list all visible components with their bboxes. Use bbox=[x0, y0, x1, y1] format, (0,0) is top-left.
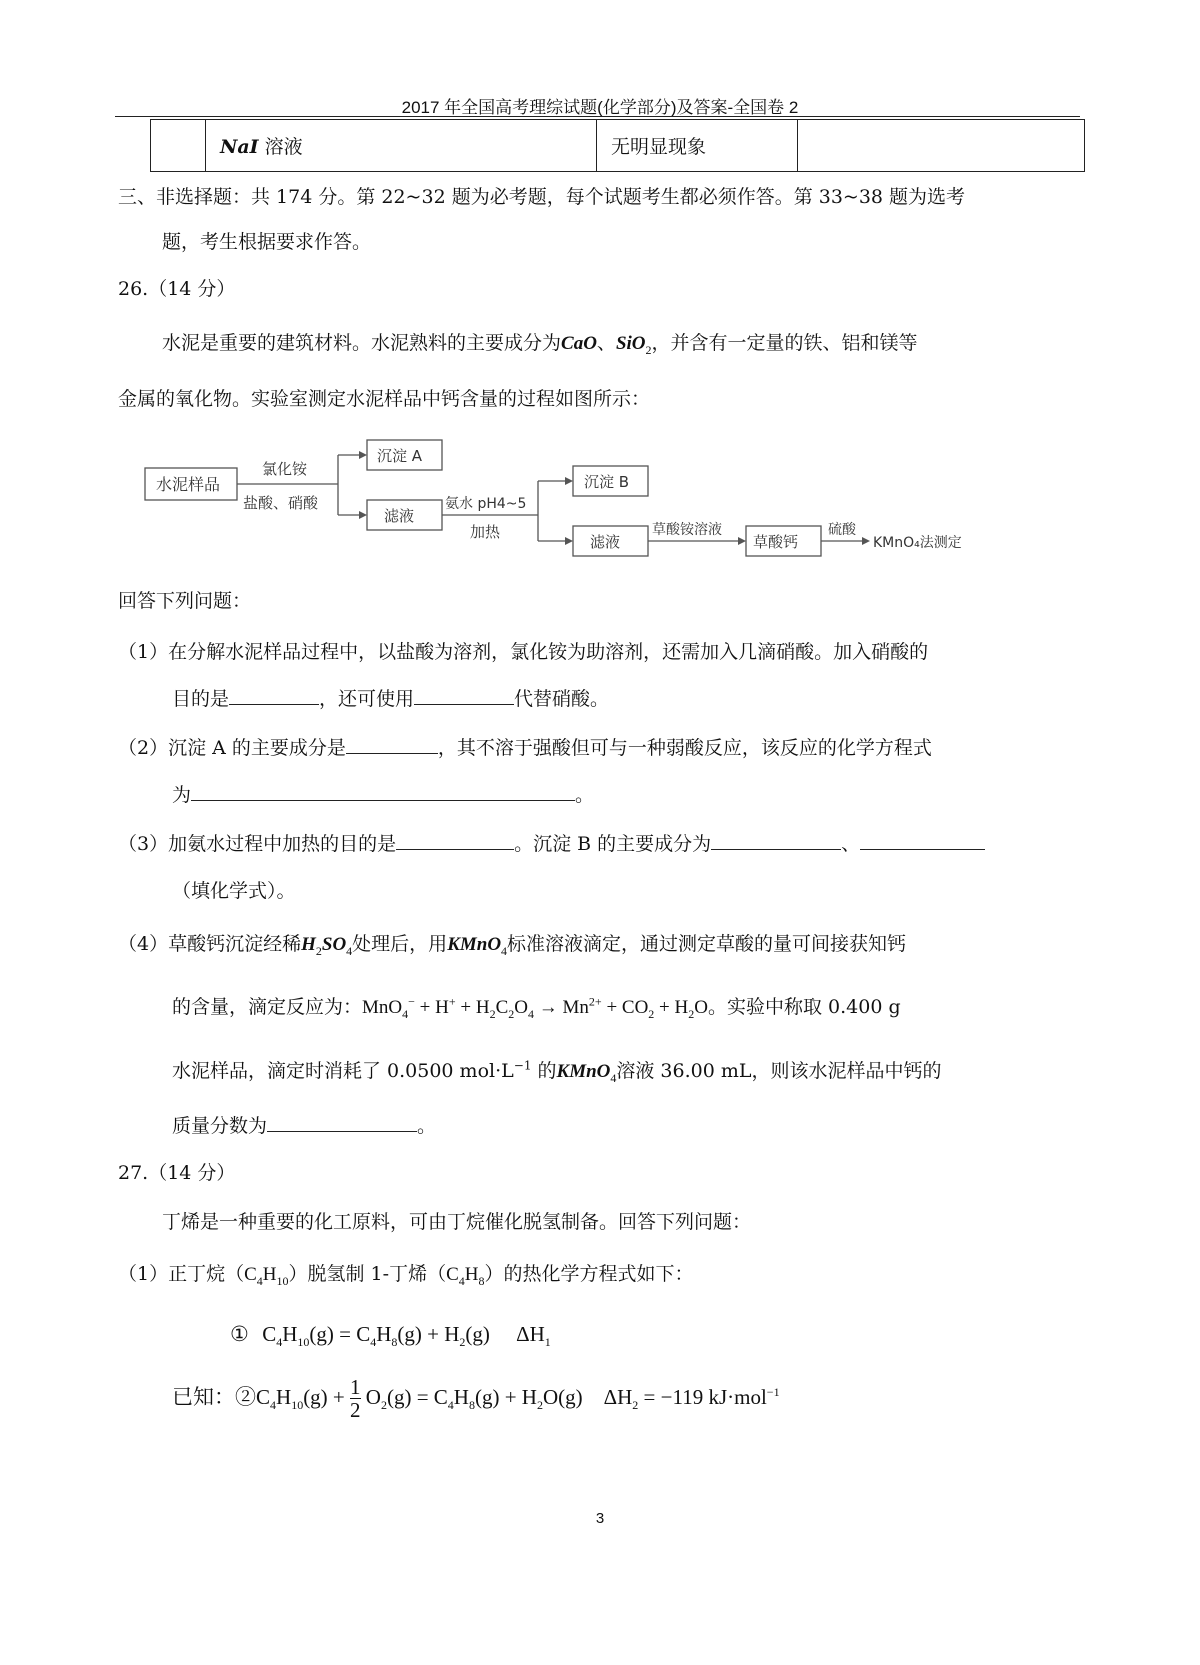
answer-blank[interactable] bbox=[229, 684, 319, 705]
flow-sample: 水泥样品 bbox=[156, 475, 221, 494]
reagent-formula: NaI bbox=[220, 136, 259, 158]
page-header: 2017 年全国高考理综试题(化学部分)及答案-全国卷 2 bbox=[401, 98, 799, 117]
answer-blank[interactable] bbox=[267, 1111, 417, 1132]
reagent-table bbox=[150, 119, 1085, 172]
answer-blank[interactable] bbox=[711, 829, 841, 850]
flow-final: KMnO₄法测定 bbox=[873, 535, 962, 551]
q27-heading: 27.（14 分） bbox=[118, 1162, 236, 1184]
q26-intro-line2: 金属的氧化物。实验室测定水泥样品中钙含量的过程如图所示： bbox=[118, 388, 651, 410]
q26-intro-line1: 水泥是重要的建筑材料。水泥熟料的主要成分为CaO、SiO$_2$，并含有一定量的铁、铝和镁等 bbox=[162, 332, 918, 357]
flow-precip-a: 沉淀 A bbox=[377, 447, 423, 465]
phenomenon-cell: 无明显现象 bbox=[597, 120, 798, 172]
answer-blank[interactable] bbox=[396, 829, 514, 850]
q27-part1-line1: （1）正丁烷$(C_4H_{10})$脱氢制 1-丁烯$(C_4H_8)$的热化学方程式如下： bbox=[118, 1263, 694, 1288]
answer-blank[interactable] bbox=[860, 829, 985, 850]
equation-2: 已知：$②C_4H_{10}(g)$ + $\frac{1}{2}$ $O_2(g) = C_4H_8(g) + H_2O(g)$ $\Delta H_2 = -119$ kJ·mol$^{-1}$ bbox=[172, 1375, 780, 1422]
flow-reagent4: 硫酸 bbox=[828, 522, 856, 538]
q26-part3-line2: （填化学式）。 bbox=[172, 880, 296, 902]
flow-filtrate1: 滤液 bbox=[384, 507, 415, 525]
q26-part4-line1: （4）草酸钙沉淀经稀$H_2SO_4$处理后，用KMnO$_4$标准溶液滴定，通过测定草酸的量可间接获知钙 bbox=[118, 933, 907, 958]
answer-prompt: 回答下列问题： bbox=[118, 590, 252, 612]
flow-reagent1-bottom: 盐酸、硝酸 bbox=[243, 494, 319, 512]
section-title-line1: 三、非选择题：共 174 分。第 22~32 题为必考题，每个试题考生都必须作答。第 33~38 题为选考 bbox=[118, 186, 966, 208]
flow-reagent2-bottom: 加热 bbox=[470, 523, 501, 541]
titration-equation: $MnO_4^- + H^+ + H_2C_2O_4 \to Mn^{2+} + CO_2 + H_2O$ bbox=[362, 994, 708, 1021]
section-title-line2: 题，考生根据要求作答。 bbox=[162, 231, 372, 253]
q27-intro: 丁烯是一种重要的化工原料，可由丁烷催化脱氢制备。回答下列问题： bbox=[162, 1211, 752, 1233]
flow-reagent2-top: 氨水 pH4~5 bbox=[445, 496, 527, 512]
reagent-suffix: 溶液 bbox=[264, 136, 303, 158]
q26-part3-line1: （3）加氨水过程中加热的目的是 。沉淀 B 的主要成分为 、 bbox=[118, 829, 985, 856]
page-number: 3 bbox=[595, 1510, 605, 1527]
flow-calcium-oxalate: 草酸钙 bbox=[753, 533, 799, 551]
flow-precip-b: 沉淀 B bbox=[584, 473, 630, 491]
q26-part4-line3: 水泥样品，滴定时消耗了 0.0500 $mol\cdot L^{-1}$ 的KMnO$_4$溶液 36.00 mL，则该水泥样品中钙的 bbox=[172, 1058, 942, 1085]
header-rule bbox=[115, 116, 1080, 117]
answer-blank[interactable] bbox=[414, 684, 514, 705]
q26-part2-line2: 为 。 bbox=[172, 780, 594, 807]
answer-blank[interactable] bbox=[346, 733, 438, 754]
flow-reagent3: 草酸铵溶液 bbox=[652, 522, 722, 538]
flow-diagram bbox=[140, 430, 1040, 560]
flow-filtrate2: 滤液 bbox=[590, 533, 621, 551]
answer-blank[interactable] bbox=[191, 780, 575, 801]
q26-heading: 26.（14 分） bbox=[118, 278, 236, 300]
q26-part4-line4: 质量分数为 。 bbox=[172, 1111, 436, 1138]
q26-part4-line2: 的含量，滴定反应为：$MnO_4^- + H^+ + H_2C_2O_4 \to Mn^{2+} + CO_2 + H_2O$。实验中称取 0.400 g bbox=[172, 994, 901, 1021]
q26-part1-line2: 目的是 ，还可使用 代替硝酸。 bbox=[172, 684, 609, 711]
q26-part2-line1: （2）沉淀 A 的主要成分是 ，其不溶于强酸但可与一种弱酸反应，该反应的化学方程式 bbox=[118, 733, 932, 760]
table-row bbox=[151, 120, 1085, 172]
equation-1: ① $C_4H_{10}(g) = C_4H_8(g) + H_2(g)$ $\Delta H_1$ bbox=[230, 1322, 551, 1350]
flow-reagent1-top: 氯化铵 bbox=[262, 460, 308, 478]
q26-part1-line1: （1）在分解水泥样品过程中，以盐酸为溶剂，氯化铵为助溶剂，还需加入几滴硝酸。加入硝酸的 bbox=[118, 641, 929, 663]
